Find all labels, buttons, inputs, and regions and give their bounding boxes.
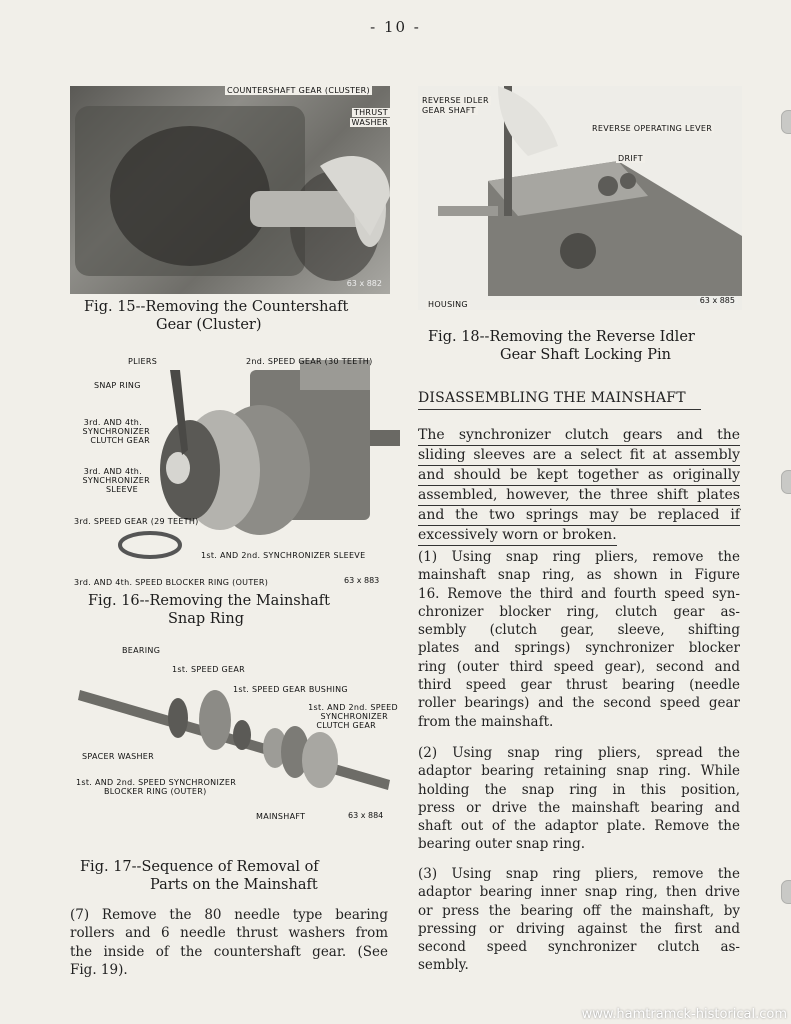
fig18-number: 63 x 885 <box>697 296 738 305</box>
fig18-caption <box>428 328 738 364</box>
fig17-label-clutch-2: SYNCHRONIZER <box>320 712 388 721</box>
fig18-label-housing: HOUSING <box>428 300 468 309</box>
step1-line7: ring (outer third speed gear), second and <box>418 658 740 675</box>
step2-paragraph <box>418 744 740 854</box>
fig17-label-blocker-2: BLOCKER RING (OUTER) <box>104 787 207 796</box>
fig15-number: 63 x 882 <box>346 279 382 288</box>
step3-line1: (3) Using snap ring pliers, remove the <box>418 866 740 882</box>
fig16-label-snap-ring: SNAP RING <box>94 381 141 390</box>
step1-line6: plates and springs) synchronizer blocker <box>418 640 740 657</box>
step1-line2: mainshaft snap ring, as shown in Figure <box>418 567 740 584</box>
fig17-label-first-gear: 1st. SPEED GEAR <box>172 665 245 674</box>
fig18-caption-line2: Gear Shaft Locking Pin <box>500 347 671 363</box>
step1-line9: roller bearings) and the second speed gear <box>418 695 740 712</box>
step1-line3: 16. Remove the third and fourth speed syn- <box>418 585 740 602</box>
fig17-label-spacer: SPACER WASHER <box>82 752 155 761</box>
step3-line2: adaptor bearing inner snap ring, then drive <box>418 884 740 901</box>
fig15-photo <box>70 86 390 294</box>
note-line5: and the two springs may be replaced if <box>418 506 740 526</box>
fig16-label-sleeve-1: 3rd. AND 4th. <box>83 467 142 476</box>
fig17-photo <box>70 640 400 830</box>
fig17-number: 63 x 884 <box>348 811 384 820</box>
note-line3: and should be kept together as originally <box>418 466 740 486</box>
fig16-label-clutch-2: SYNCHRONIZER <box>82 427 150 436</box>
fig18-illustration <box>418 86 742 310</box>
binder-hole-bottom <box>781 880 791 904</box>
watermark: www.hamtramck-historical.com <box>581 1007 787 1022</box>
fig16-caption <box>88 592 388 628</box>
step3-line4: pressing or driving against the first and <box>418 920 740 937</box>
fig15-illustration <box>70 86 390 294</box>
fig16-label-sleeve-3: SLEEVE <box>106 485 138 494</box>
fig16-number: 63 x 883 <box>344 576 380 585</box>
fig16-label-clutch-1: 3rd. AND 4th. <box>83 418 142 427</box>
fig16-caption-line2: Snap Ring <box>168 611 244 627</box>
step3-paragraph <box>418 865 740 975</box>
step2-line5: shaft out of the adaptor plate. Remove the <box>418 818 740 835</box>
binder-hole-middle <box>781 470 791 494</box>
fig15-label-countershaft: COUNTERSHAFT GEAR (CLUSTER) <box>227 86 370 95</box>
page-number: - 10 - <box>370 18 421 36</box>
fig17-label-blocker-1: 1st. AND 2nd. SPEED SYNCHRONIZER <box>76 778 237 787</box>
fig17-caption-line1: Fig. 17--Sequence of Removal of <box>80 859 319 875</box>
step1-line8: third speed gear thrust bearing (needle <box>418 677 740 694</box>
step7-line2: rollers and 6 needle thrust washers from <box>70 925 388 942</box>
fig17-label-clutch-3: CLUTCH GEAR <box>316 721 376 730</box>
fig16-label-third-gear: 3rd. SPEED GEAR (29 TEETH) <box>74 517 199 526</box>
note-line1: The synchronizer clutch gears and the <box>418 426 740 446</box>
fig18-photo <box>418 86 742 310</box>
fig16-label-blocker: 3rd. AND 4th. SPEED BLOCKER RING (OUTER) <box>74 578 269 587</box>
step1-paragraph <box>418 548 740 731</box>
fig18-label-drift: DRIFT <box>618 154 643 163</box>
heading-underline <box>418 409 701 410</box>
fig16-photo <box>70 350 400 590</box>
fig16-label-sleeve-2: SYNCHRONIZER <box>82 476 150 485</box>
fig17-label-bushing: 1st. SPEED GEAR BUSHING <box>233 685 348 694</box>
fig17-label-mainshaft: MAINSHAFT <box>256 812 306 821</box>
step7-paragraph <box>70 906 388 979</box>
binder-hole-top <box>781 110 791 134</box>
fig18-label-lever: REVERSE OPERATING LEVER <box>592 124 713 133</box>
step2-line1: (2) Using snap ring pliers, spread the <box>418 745 740 761</box>
step7-line1: (7) Remove the 80 needle type bearing <box>70 907 388 923</box>
fig18-label-idler-2: GEAR SHAFT <box>422 106 476 115</box>
step2-line6: bearing outer snap ring. <box>418 836 586 853</box>
step1-line1: (1) Using snap ring pliers, remove the <box>418 549 740 565</box>
fig15-label-washer: WASHER <box>351 118 388 127</box>
section-heading: DISASSEMBLING THE MAINSHAFT <box>418 390 686 406</box>
fig16-label-first-sleeve: 1st. AND 2nd. SYNCHRONIZER SLEEVE <box>201 551 366 560</box>
fig16-label-clutch-3: CLUTCH GEAR <box>90 436 150 445</box>
step7-line4: Fig. 19). <box>70 961 128 978</box>
fig15-caption-line1: Fig. 15--Removing the Countershaft <box>84 299 349 315</box>
step1-line4: chronizer blocker ring, clutch gear as- <box>418 603 740 620</box>
step2-line4: press or drive the mainshaft bearing and <box>418 799 740 816</box>
step1-line10: from the mainshaft. <box>418 713 554 730</box>
note-line2: sliding sleeves are a select fit at assembly <box>418 446 740 466</box>
fig16-caption-line1: Fig. 16--Removing the Mainshaft <box>88 593 330 609</box>
step2-line2: adaptor bearing retaining snap ring. While <box>418 763 740 780</box>
fig15-caption <box>84 298 384 334</box>
note-line4: assembled, however, the three shift plates <box>418 486 740 506</box>
fig16-label-second-gear: 2nd. SPEED GEAR (30 TEETH) <box>246 357 373 366</box>
fig17-label-bearing: BEARING <box>122 646 161 655</box>
note-line6: excessively worn or broken. <box>418 526 617 546</box>
step3-line3: or press the bearing off the mainshaft, by <box>418 902 740 919</box>
select-fit-note <box>418 426 740 546</box>
step3-line6: sembly. <box>418 957 469 974</box>
fig18-caption-line1: Fig. 18--Removing the Reverse Idler <box>428 329 695 345</box>
fig15-label-thrust: THRUST <box>353 108 388 117</box>
fig17-label-clutch-1: 1st. AND 2nd. SPEED <box>308 703 398 712</box>
fig16-label-pliers: PLIERS <box>128 357 158 366</box>
step2-line3: holding the snap ring in this position, <box>418 781 740 798</box>
step1-line5: sembly (clutch gear, sleeve, shifting <box>418 622 740 639</box>
step3-line5: second speed synchronizer clutch as- <box>418 939 740 956</box>
fig17-caption-line2: Parts on the Mainshaft <box>150 877 318 893</box>
fig18-label-idler-1: REVERSE IDLER <box>422 96 489 105</box>
fig17-caption <box>80 858 380 894</box>
step7-line3: the inside of the countershaft gear. (See <box>70 943 388 960</box>
fig15-caption-line2: Gear (Cluster) <box>156 317 262 333</box>
